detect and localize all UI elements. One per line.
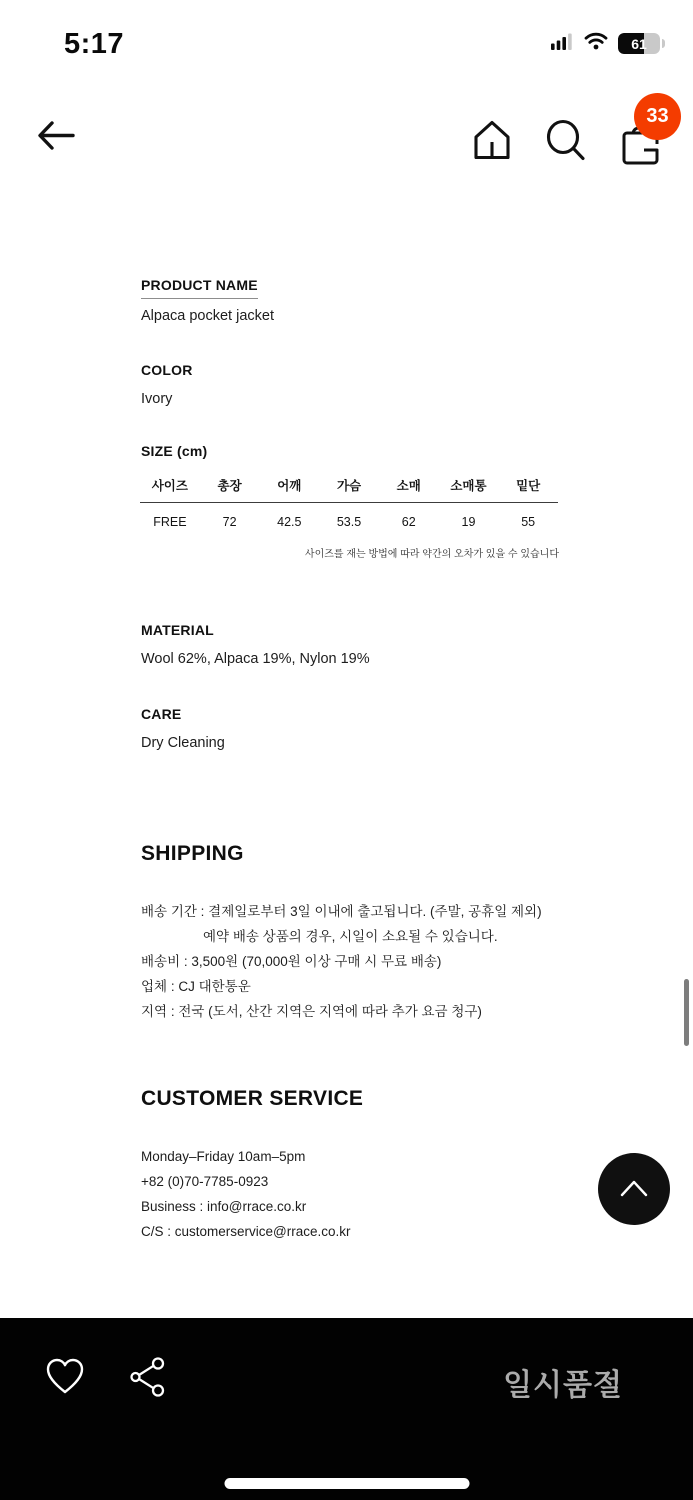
size-cell: 19	[461, 515, 476, 529]
product-name-value: Alpaca pocket jacket	[141, 308, 274, 324]
battery-cap	[662, 39, 665, 48]
heart-icon	[44, 1384, 86, 1399]
shipping-info	[141, 899, 611, 1024]
search-icon	[544, 151, 588, 166]
share-icon	[128, 1386, 168, 1401]
size-label: SIZE (cm)	[141, 443, 208, 459]
size-col-header: 소매통	[450, 479, 487, 493]
scroll-to-top-button[interactable]	[598, 1153, 670, 1225]
shipping-line: 배송 기간 : 결제일로부터 3일 이내에 출고됩니다. (주말, 공휴일 제외)	[141, 904, 542, 919]
back-button[interactable]	[36, 118, 76, 154]
soldout-button[interactable]: 일시품절	[503, 1360, 623, 1404]
status-icons	[551, 32, 665, 55]
home-button[interactable]	[472, 119, 512, 161]
scrollbar-thumb[interactable]	[684, 979, 689, 1046]
customer-service-info	[141, 1144, 611, 1244]
size-col-header: 어깨	[277, 479, 302, 493]
share-button[interactable]	[128, 1356, 168, 1398]
chevron-up-icon	[616, 1177, 652, 1202]
customer-service-line: +82 (0)70-7785-0923	[141, 1174, 269, 1189]
customer-service-line: Monday–Friday 10am–5pm	[141, 1149, 306, 1164]
size-col-header: 가슴	[336, 479, 362, 493]
signal-strength-icon	[551, 33, 574, 55]
home-indicator[interactable]	[224, 1478, 469, 1489]
size-cell: 72	[222, 515, 237, 529]
shipping-line: 배송비 : 3,500원 (70,000원 이상 구매 시 무료 배송)	[141, 954, 442, 969]
shipping-title: SHIPPING	[141, 842, 244, 865]
status-time: 5:17	[64, 28, 125, 60]
cart-badge: 33	[634, 93, 681, 140]
care-value: Dry Cleaning	[141, 735, 225, 751]
search-button[interactable]	[544, 119, 588, 163]
customer-service-line: C/S : customerservice@rrace.co.kr	[141, 1224, 351, 1239]
size-col-header: 밑단	[516, 479, 541, 493]
size-cell: 55	[521, 515, 536, 529]
size-cell: 42.5	[277, 515, 302, 529]
arrow-left-icon	[36, 142, 76, 157]
shopping-bag-icon	[618, 154, 664, 169]
customer-service-line: Business : info@rrace.co.kr	[141, 1199, 307, 1214]
product-name-label: PRODUCT NAME	[141, 277, 258, 299]
care-label: CARE	[141, 706, 182, 722]
size-table-value-row	[140, 503, 558, 534]
size-col-header: 총장	[217, 479, 242, 493]
color-label: COLOR	[141, 362, 193, 378]
bottom-action-bar	[0, 1318, 693, 1500]
color-value: Ivory	[141, 391, 173, 407]
wifi-icon	[584, 32, 608, 55]
battery-icon	[618, 33, 660, 54]
favorite-button[interactable]	[44, 1356, 86, 1396]
size-cell: 53.5	[336, 515, 362, 529]
material-value: Wool 62%, Alpaca 19%, Nylon 19%	[141, 651, 370, 667]
size-measure-note: 사이즈를 재는 방법에 따라 약간의 오차가 있을 수 있습니다	[304, 549, 559, 560]
battery-percentage: 61	[631, 35, 647, 52]
shipping-line: 지역 : 전국 (도서, 산간 지역은 지역에 따라 추가 요금 청구)	[141, 1004, 482, 1019]
size-table	[140, 471, 558, 534]
material-label: MATERIAL	[141, 622, 214, 638]
size-table-header-row	[140, 471, 558, 499]
customer-service-title: CUSTOMER SERVICE	[141, 1087, 364, 1110]
shipping-line: 예약 배송 상품의 경우, 시일이 소요될 수 있습니다.	[203, 929, 498, 944]
size-col-header: 사이즈	[151, 479, 188, 493]
home-icon	[472, 149, 512, 164]
size-col-header: 소매	[396, 479, 421, 493]
size-cell: 62	[401, 515, 416, 529]
size-cell: FREE	[153, 515, 187, 529]
shipping-line: 업체 : CJ 대한통운	[141, 979, 251, 994]
